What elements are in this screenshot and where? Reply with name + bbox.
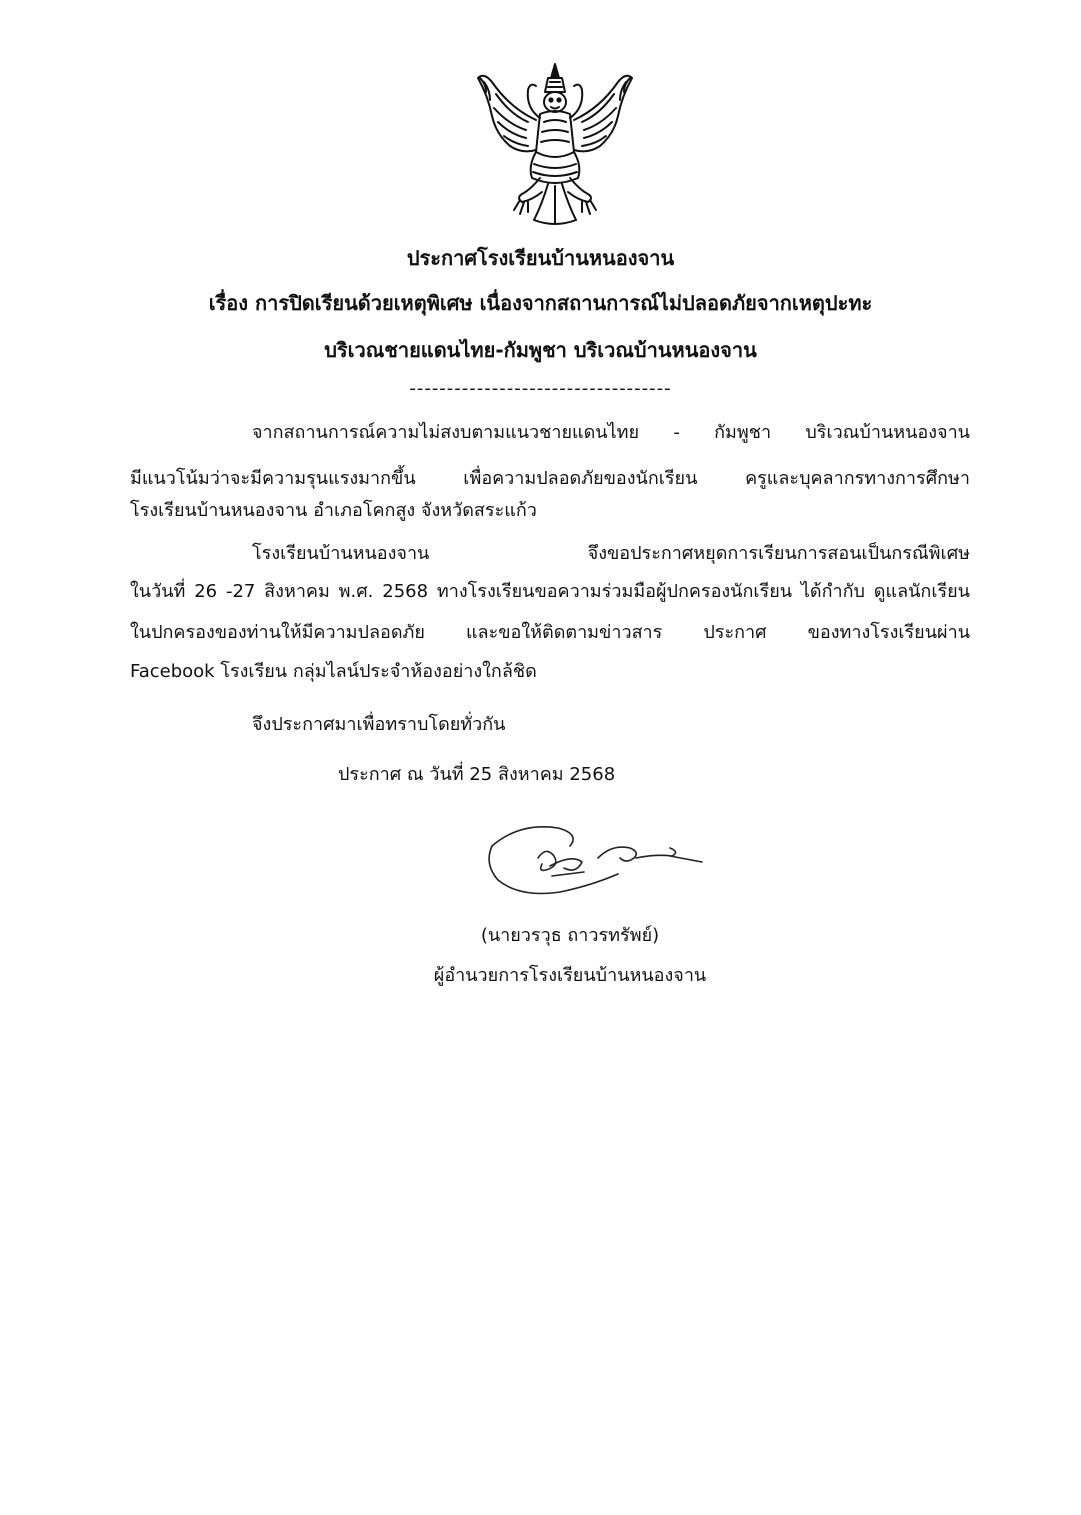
paragraph-1-line-1: จากสถานการณ์ความไม่สงบตามแนวชายแดนไทย - กัมพูชา บริเวณบ้านหนองจาน: [252, 422, 970, 443]
announcement-title: ประกาศโรงเรียนบ้านหนองจาน: [406, 246, 675, 270]
paragraph-2-line-2: ในวันที่ 26 -27 สิงหาคม พ.ศ. 2568 ทางโรงเรียนขอความร่วมมือผู้ปกครองนักเรียน ได้กำกับ ดูแลนักเรียน: [130, 581, 970, 602]
announcement-subject: เรื่อง การปิดเรียนด้วยเหตุพิเศษ เนื่องจากสถานการณ์ไม่ปลอดภัยจากเหตุปะทะ: [208, 291, 873, 315]
announcement-date: ประกาศ ณ วันที่ 25 สิงหาคม 2568: [338, 764, 616, 785]
closing-statement: จึงประกาศมาเพื่อทราบโดยทั่วกัน: [252, 714, 506, 735]
paragraph-2-line-1: โรงเรียนบ้านหนองจาน จึงขอประกาศหยุดการเรียนการสอนเป็นกรณีพิเศษ: [252, 543, 970, 564]
signatory-name: (นายวรวุธ ถาวรทรัพย์): [480, 925, 660, 946]
paragraph-1-line-2: มีแนวโน้มว่าจะมีความรุนแรงมากขึ้น เพื่อความปลอดภัยของนักเรียน ครูและบุคลากรทางการศึกษา: [130, 468, 970, 489]
paragraph-2-line-4: Facebook โรงเรียน กลุ่มไลน์ประจำห้องอย่างใกล้ชิด: [130, 661, 537, 682]
garuda-emblem-icon: [470, 60, 640, 230]
announcement-subject-continued: บริเวณชายแดนไทย-กัมพูชา บริเวณบ้านหนองจาน: [324, 338, 757, 362]
paragraph-2-line-3: ในปกครองของท่านให้มีความปลอดภัย และขอให้ติดตามข่าวสาร ประกาศ ของทางโรงเรียนผ่าน: [130, 622, 970, 643]
signatory-position: ผู้อำนวยการโรงเรียนบ้านหนองจาน: [433, 965, 707, 986]
paragraph-1-line-3: โรงเรียนบ้านหนองจาน อำเภอโคกสูง จังหวัดสระแก้ว: [130, 500, 537, 521]
handwritten-signature: [480, 818, 710, 908]
title-divider: -----------------------------------: [409, 378, 672, 399]
